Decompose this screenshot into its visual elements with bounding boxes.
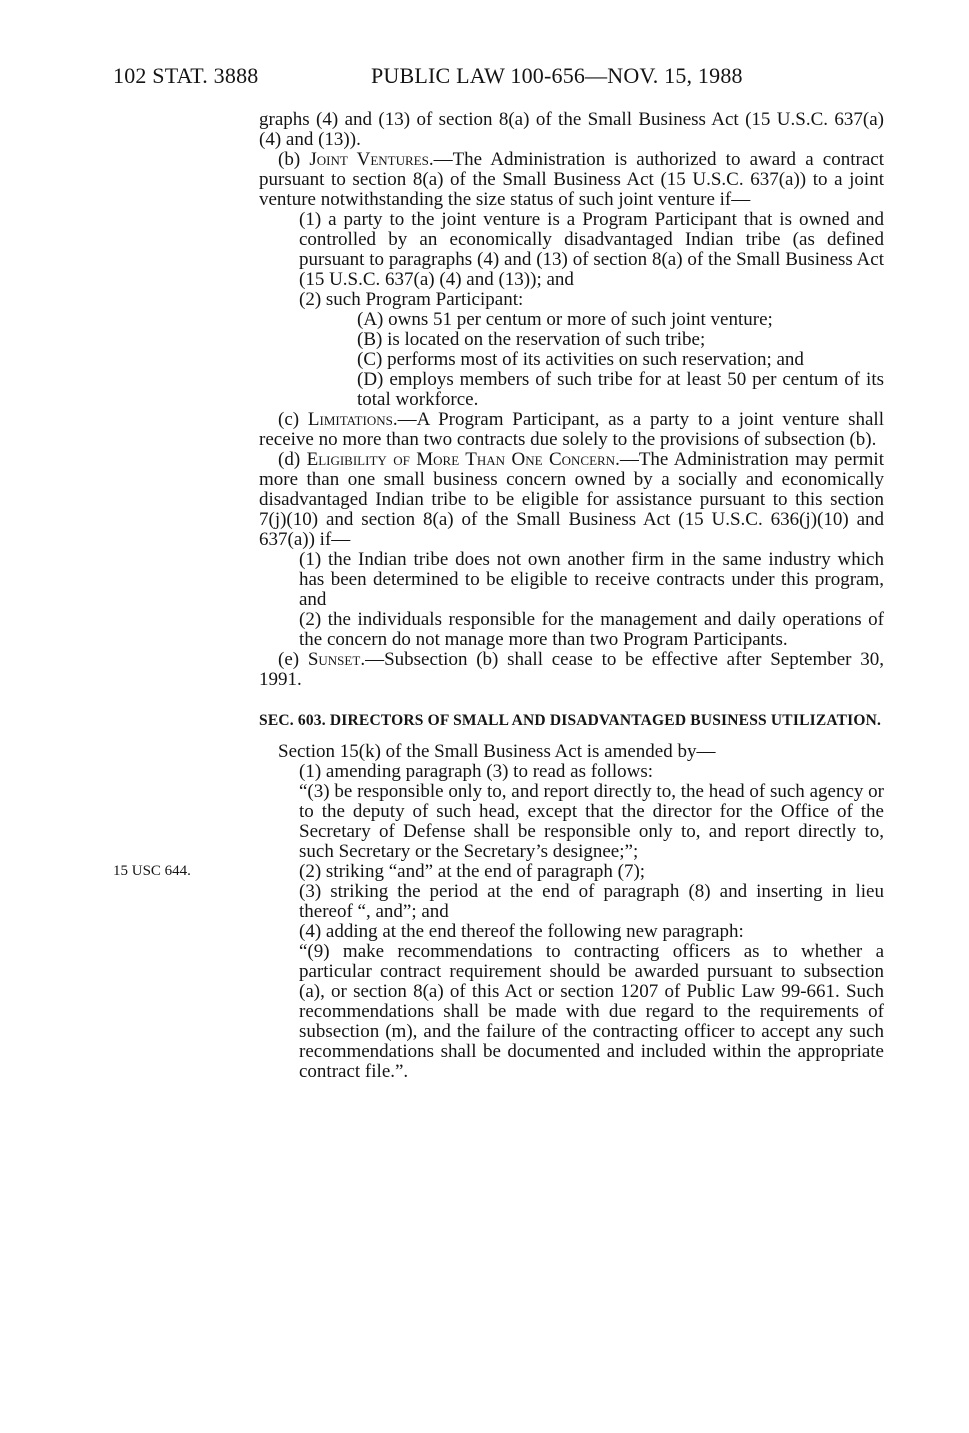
subsection-c-heading: Limitations xyxy=(307,409,393,430)
subsection-e-label: (e) xyxy=(278,649,308,670)
subsection-b-text: .—The Administration is authorized to award a contract pursuant to section 8(a) of the Small Business Act (15 U.S.C. 637(a)) to a joint venture notwithstanding the size status of such joint venture if— xyxy=(259,149,884,210)
paragraph-continuation: graphs (4) and (13) of section 8(a) of the Small Business Act (15 U.S.C. 637(a) (4) and (13)). xyxy=(259,109,884,150)
margin-note-usc: 15 USC 644. xyxy=(113,863,191,879)
subsection-b xyxy=(259,150,884,210)
section-603-item-1: (1) amending paragraph (3) to read as follows: xyxy=(299,761,654,782)
subsection-b-heading: Joint Ventures xyxy=(309,149,429,170)
subsection-b-item-2B: (B) is located on the reservation of such tribe; xyxy=(357,329,706,350)
subsection-b-label: (b) xyxy=(278,149,310,170)
section-603-heading: SEC. 603. DIRECTORS OF SMALL AND DISADVANTAGED BUSINESS UTILIZATION. xyxy=(259,712,882,729)
section-603-item-4-quote: “(9) make recommendations to contracting officers as to whether a particular contract requirement should be awarded pursuant to subsection (a), or section 8(a) of this Act or section 1207 of Public Law 99-661. Such recommendations shall be made with due regard to the requirements of subsection (m), and the failure of the contracting officer to accept any such recommendations shall be documented and included within the appropriate contract file.”. xyxy=(299,941,884,1082)
subsection-b-item-2A: (A) owns 51 per centum or more of such joint venture; xyxy=(357,309,773,330)
header-stat-citation: 102 STAT. 3888 xyxy=(113,63,259,88)
subsection-d-heading: Eligibility of More Than One Concern xyxy=(306,449,616,470)
subsection-b-item-2C: (C) performs most of its activities on such reservation; and xyxy=(357,349,804,370)
section-603-intro: Section 15(k) of the Small Business Act is amended by— xyxy=(278,741,716,762)
subsection-e-text: .—Subsection (b) shall cease to be effective after September 30, 1991. xyxy=(259,649,884,690)
subsection-b-item-1: (1) a party to the joint venture is a Program Participant that is owned and controlled by an economically disadvantaged Indian tribe (as defined pursuant to paragraphs (4) and (13) of section 8(a) of the Small Business Act (15 U.S.C. 637(a) (4) and (13)); and xyxy=(299,209,884,290)
section-603-item-4: (4) adding at the end thereof the following new paragraph: xyxy=(299,921,744,942)
subsection-e xyxy=(259,650,884,690)
subsection-d-text: .—The Administration may permit more than one small business concern owned by a socially and economically disadvantaged Indian tribe to be eligible for assistance pursuant to this section 7(j)(10) and section 8(a) of the Small Business Act (15 U.S.C. 636(j)(10) and 637(a)) if— xyxy=(259,449,884,550)
document-body xyxy=(259,110,884,1082)
subsection-b-item-2D: (D) employs members of such tribe for at least 50 per centum of its total workforce. xyxy=(357,369,884,410)
subsection-d-label: (d) xyxy=(278,449,307,470)
section-603-item-2: (2) striking “and” at the end of paragraph (7); xyxy=(299,861,646,882)
subsection-b-item-2: (2) such Program Participant: xyxy=(299,289,524,310)
subsection-e-heading: Sunset xyxy=(307,649,361,670)
subsection-c xyxy=(259,410,884,450)
subsection-d-item-1: (1) the Indian tribe does not own another firm in the same industry which has been determined to be eligible to receive contracts under this program, and xyxy=(299,549,884,610)
subsection-d-item-2: (2) the individuals responsible for the management and daily operations of the concern do not manage more than two Program Participants. xyxy=(299,609,884,650)
subsection-c-text: .—A Program Participant, as a party to a joint venture shall receive no more than two contracts due solely to the provisions of subsection (b). xyxy=(259,409,884,450)
header-public-law: PUBLIC LAW 100-656—NOV. 15, 1988 xyxy=(371,63,743,88)
section-603-item-3: (3) striking the period at the end of paragraph (8) and inserting in lieu thereof “, and”; and xyxy=(299,881,884,922)
subsection-c-label: (c) xyxy=(278,409,308,430)
section-603-item-1-quote: “(3) be responsible only to, and report directly to, the head of such agency or to the deputy of such head, except that the director for the Office of the Secretary of Defense shall be responsible only to, and report directly to, such Secretary or the Secretary’s designee;”; xyxy=(299,781,884,862)
subsection-d xyxy=(259,450,884,550)
